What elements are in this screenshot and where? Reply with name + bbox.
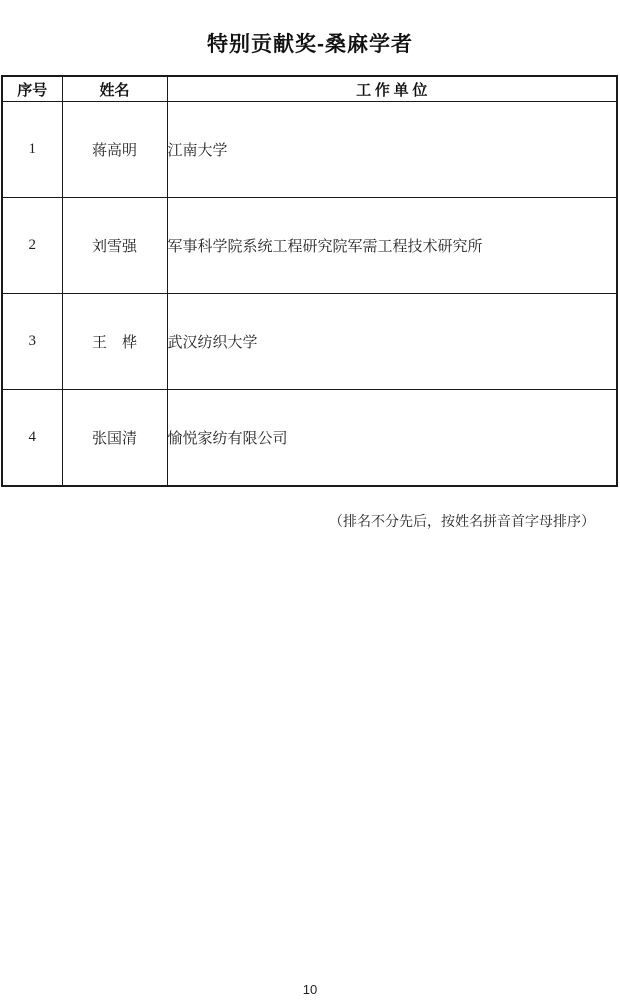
header-name: 姓名 <box>62 76 167 102</box>
cell-serial-number: 2 <box>2 198 62 294</box>
table-row <box>2 294 617 390</box>
table-row <box>2 390 617 487</box>
cell-work-unit: 武汉纺织大学 <box>167 294 617 390</box>
header-serial-number: 序号 <box>2 76 62 102</box>
table-row <box>2 198 617 294</box>
cell-serial-number: 3 <box>2 294 62 390</box>
cell-serial-number: 1 <box>2 102 62 198</box>
cell-work-unit: 江南大学 <box>167 102 617 198</box>
table-row <box>2 102 617 198</box>
header-work-unit: 工 作 单 位 <box>167 76 617 102</box>
cell-name: 王 桦 <box>62 294 167 390</box>
cell-name: 刘雪强 <box>62 198 167 294</box>
cell-work-unit: 愉悦家纺有限公司 <box>167 390 617 487</box>
cell-name: 张国清 <box>62 390 167 487</box>
page-title: 特别贡献奖-桑麻学者 <box>207 33 413 56</box>
table-header-row <box>2 76 617 102</box>
page-number: 10 <box>302 982 318 997</box>
award-table <box>1 75 618 487</box>
cell-serial-number: 4 <box>2 390 62 487</box>
cell-name: 蒋高明 <box>62 102 167 198</box>
sorting-footnote: （排名不分先后，按姓名拼音首字母排序） <box>329 515 595 530</box>
cell-work-unit: 军事科学院系统工程研究院军需工程技术研究所 <box>167 198 617 294</box>
